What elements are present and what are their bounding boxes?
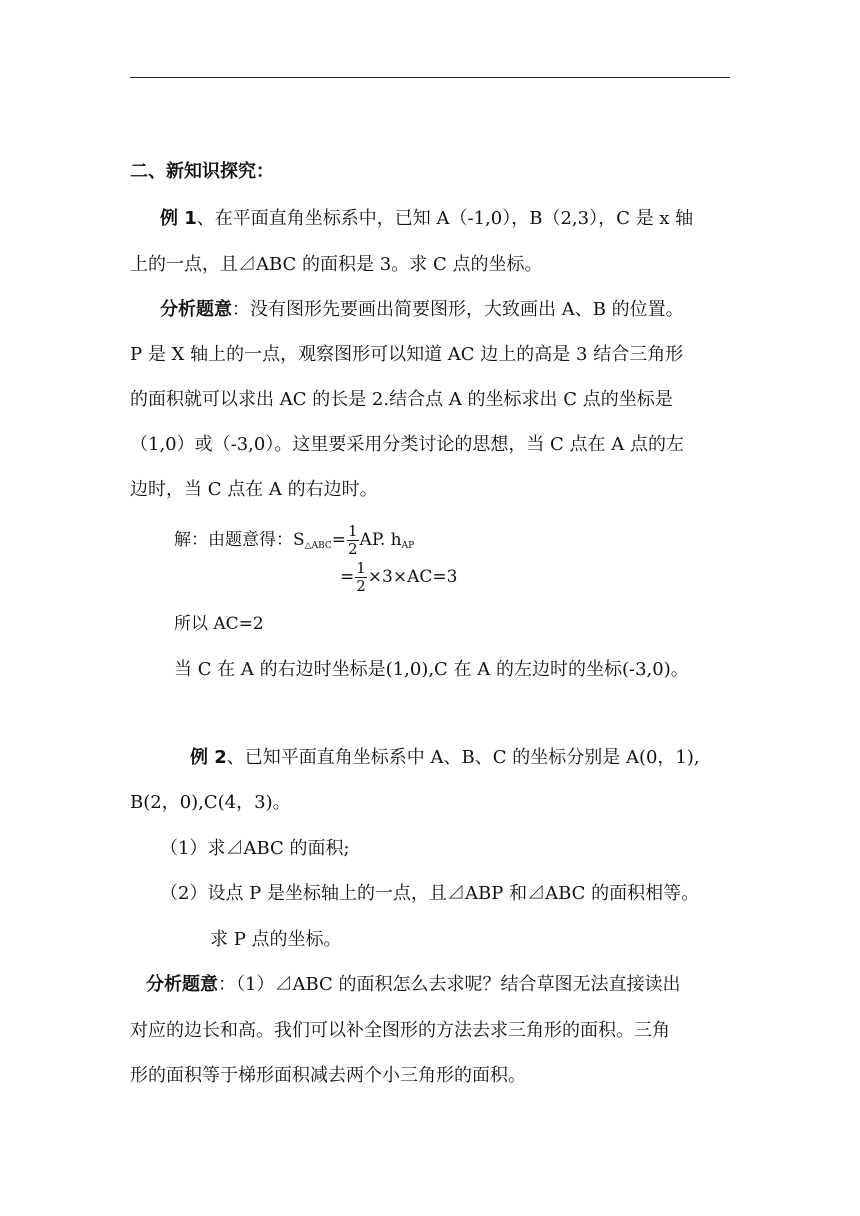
example2-analysis-line2: 对应的边长和高。我们可以补全图形的方法去求三角形的面积。三角 [130, 1020, 670, 1041]
example1-text1: 、在平面直角坐标系中，已知 A（-1,0），B（2,3），C 是 x 轴 [196, 208, 694, 229]
solution-conclusion: 当 C 在 A 的右边时坐标是(1,0),C 在 A 的左边时的坐标(-3,0)。 [174, 659, 689, 680]
example2-question1: （1）求⊿ABC 的面积; [160, 838, 350, 859]
solution-h-sub: AP [401, 541, 415, 551]
example1-analysis-text1: ：没有图形先要画出简要图形，大致画出 A、B 的位置。 [232, 299, 684, 320]
example2-question2: （2）设点 P 是坐标轴上的一点，且⊿ABP 和⊿ABC 的面积相等。 [160, 883, 700, 904]
solution-s-sub: △ABC [304, 541, 332, 551]
solution-line2-rest: ×3×AC=3 [367, 567, 458, 587]
solution-ap-text: AP. h [359, 530, 402, 550]
example1-line1 [160, 207, 730, 231]
example1-analysis-line5: 边时，当 C 点在 A 的右边时。 [130, 479, 378, 500]
example2-analysis-text1: ：（1）⊿ABC 的面积怎么去求呢？结合草图无法直接读出 [218, 974, 681, 995]
example1-analysis-line4: （1,0）或（-3,0）。这里要采用分类讨论的思想，当 C 点在 A 点的左 [130, 434, 684, 455]
example1-analysis-line3: 的面积就可以求出 AC 的长是 2.结合点 A 的坐标求出 C 点的坐标是 [130, 389, 673, 410]
solution-fraction [347, 523, 359, 558]
solution-prefix: 解：由题意得：S [174, 530, 305, 550]
fraction2-numerator: 1 [356, 559, 366, 577]
example1-line2: 上的一点，且⊿ABC 的面积是 3。求 C 点的坐标。 [130, 254, 543, 275]
example2-text1: 、已知平面直角坐标系中 A、B、C 的坐标分别是 A(0，1), [226, 747, 700, 768]
example1-analysis-line1 [160, 298, 730, 322]
solution-fraction-2 [355, 560, 367, 595]
solution-eq: = [331, 530, 346, 550]
example2-analysis-line3: 形的面积等于梯形面积减去两个小三角形的面积。 [130, 1065, 526, 1086]
example1-analysis-line2: P 是 X 轴上的一点，观察图形可以知道 AC 边上的高是 3 结合三角形 [130, 344, 684, 365]
section-title: 二、新知识探究： [130, 161, 274, 182]
example2-analysis-line1 [146, 973, 730, 997]
example1-analysis-label: 分析题意 [160, 299, 232, 320]
example1-label: 例 1 [160, 208, 197, 229]
example2-question2-cont: 求 P 点的坐标。 [210, 929, 342, 950]
solution-therefore: 所以 AC=2 [174, 614, 264, 634]
header-rule [130, 77, 730, 78]
fraction2-denominator: 2 [356, 577, 366, 595]
example2-analysis-label: 分析题意 [146, 974, 218, 995]
fraction-numerator: 1 [348, 522, 358, 540]
example2-line1 [190, 746, 730, 770]
solution-line2 [340, 557, 730, 597]
example2-label: 例 2 [190, 747, 227, 768]
example2-line2: B(2，0),C(4，3)。 [130, 792, 291, 813]
solution-line2-eq: = [340, 567, 355, 587]
fraction-denominator: 2 [348, 540, 358, 558]
